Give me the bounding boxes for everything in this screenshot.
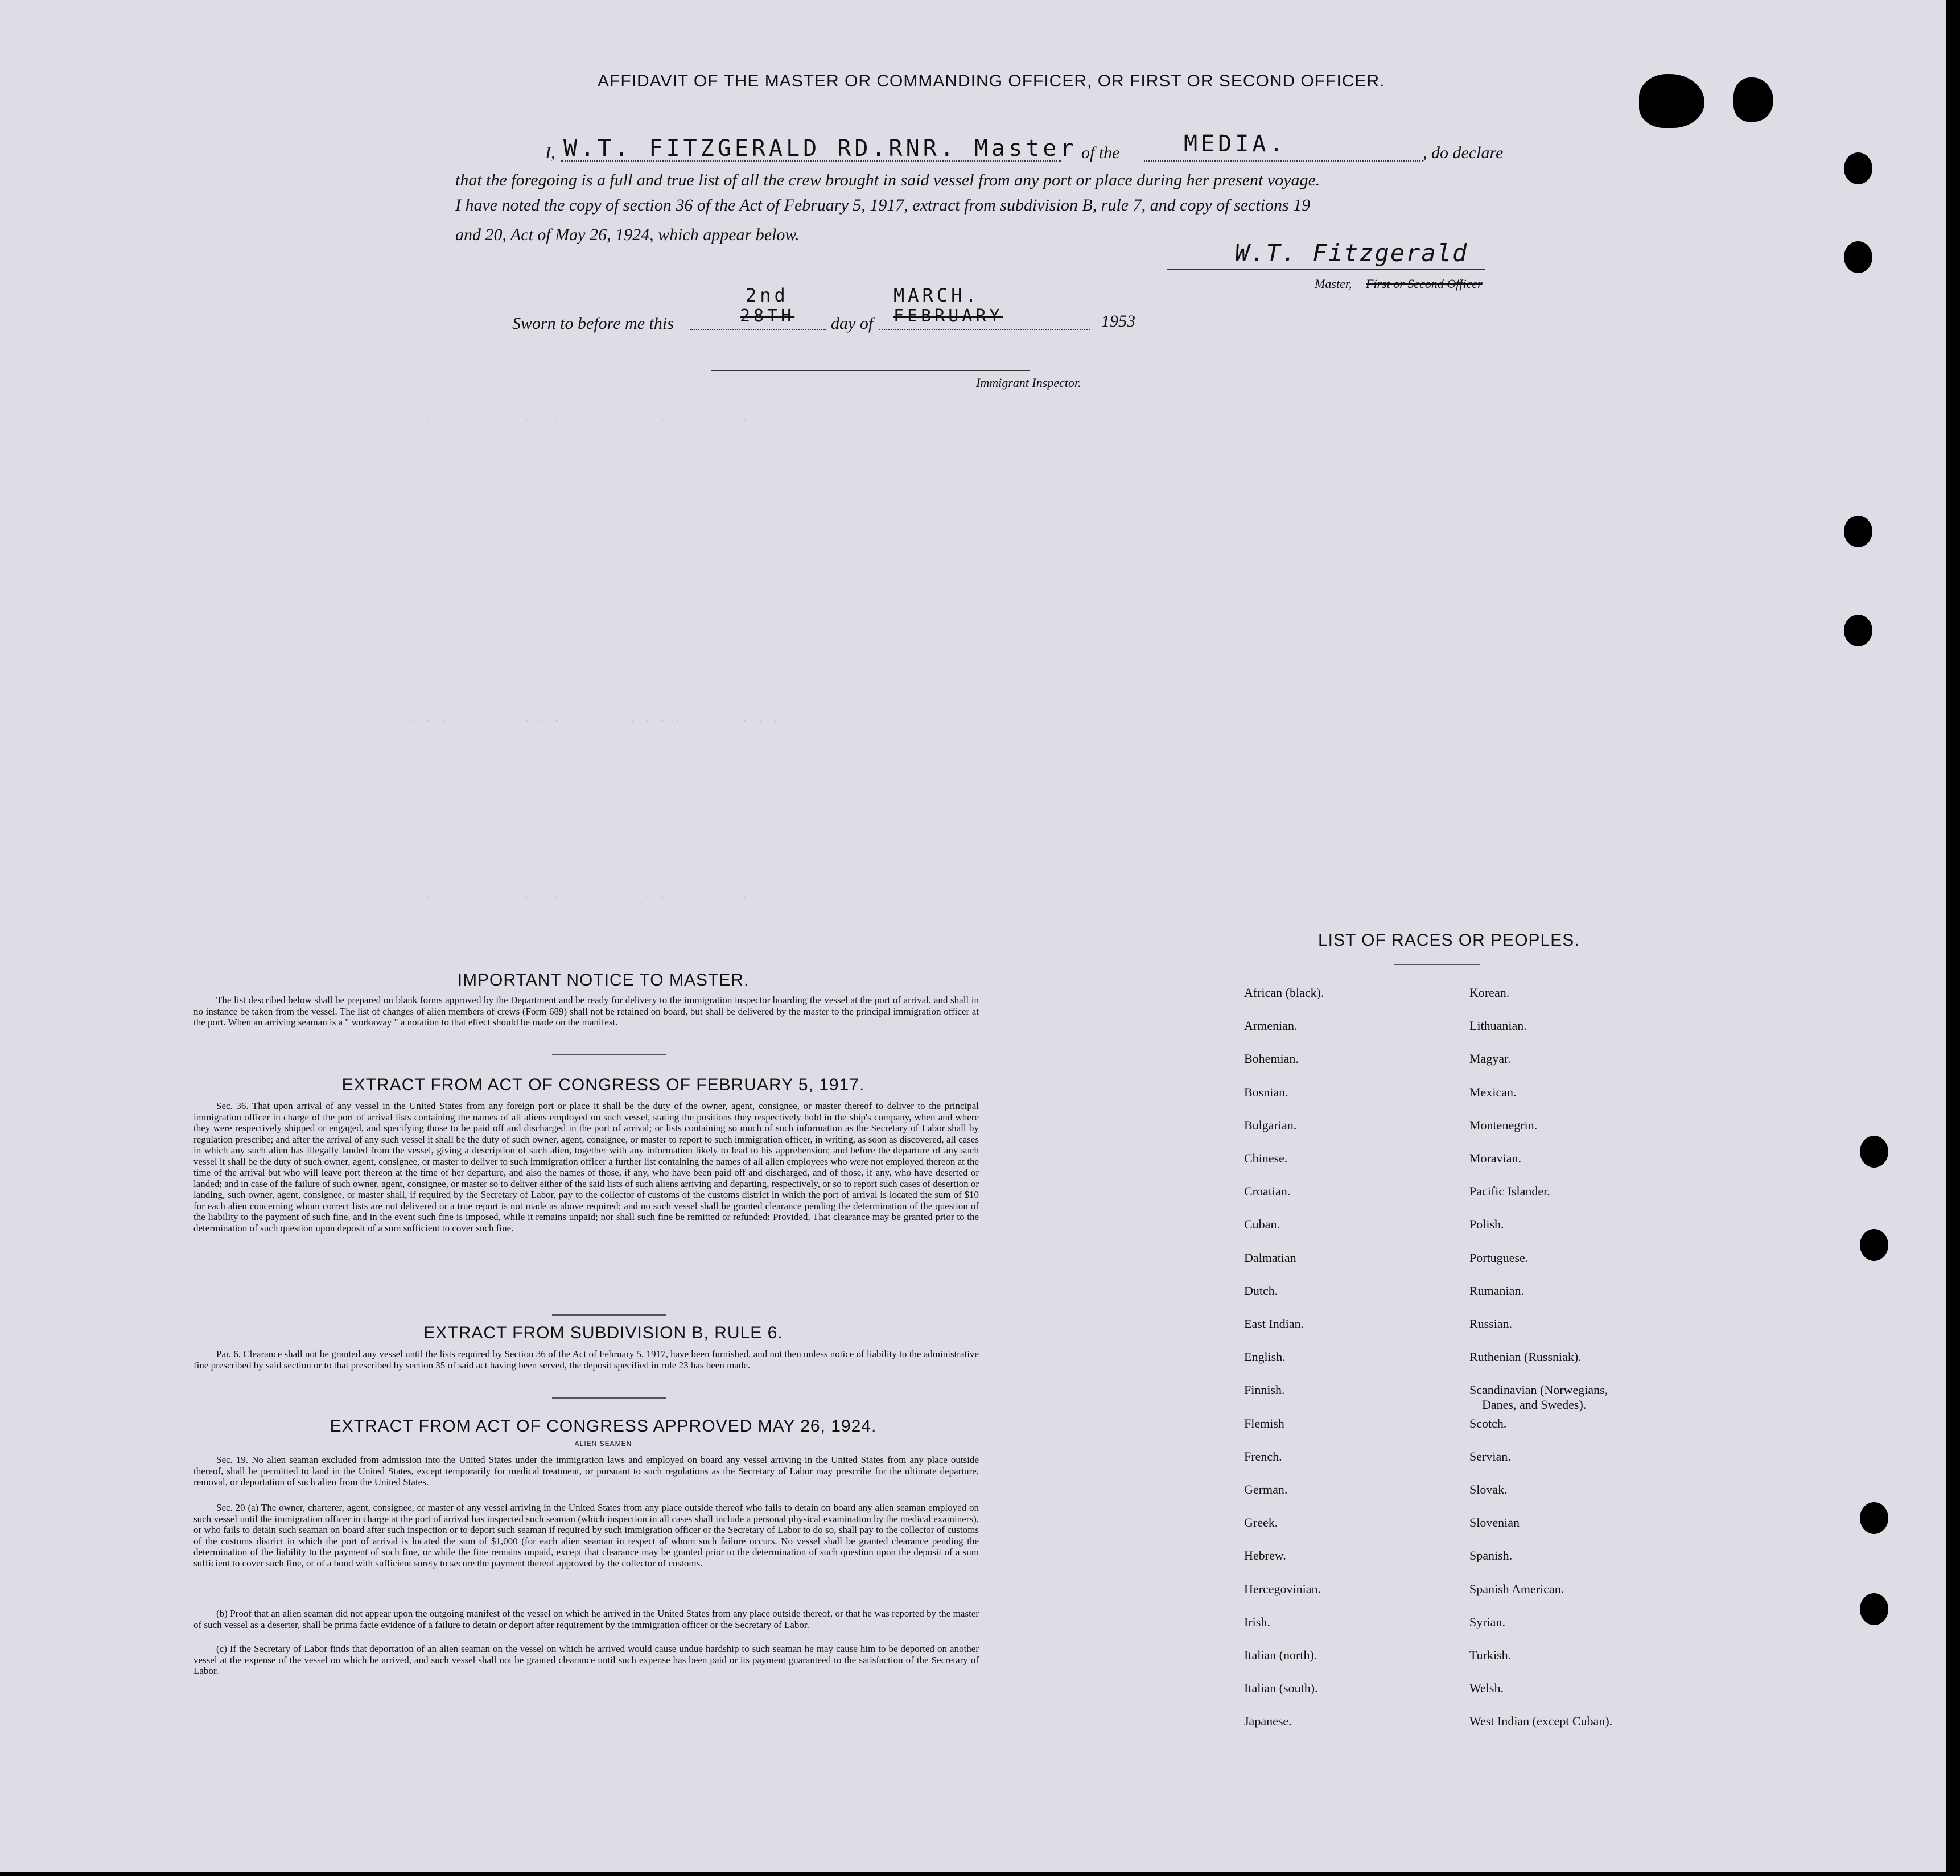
section-rule (552, 1397, 666, 1399)
vessel-line (1144, 160, 1423, 162)
inspector-title: Immigrant Inspector. (976, 376, 1081, 390)
affidavit-line-2: that the foregoing is a full and true list of all the crew brought in said vessel from any port or place during her present voyage. (455, 171, 1320, 189)
signatory-title: Master, (1315, 277, 1352, 291)
extract-1924-sec19: Sec. 19. No alien seaman excluded from admission into the United States under the immigration laws and employed on board any vessel arriving in the United States from any place outside thereof, shall be permitted to land in the United States, except temporarily for medical treatment, or pursuant to such regulations as the Secretary of Labor may prescribe for the ultimate departure, removal, or deportation of such alien from the United States. (193, 1454, 979, 1487)
race-item-left: Greek. (1244, 1515, 1278, 1530)
punch-hole (1844, 516, 1872, 547)
punch-hole (1860, 1136, 1888, 1168)
race-item-left: Italian (north). (1244, 1648, 1317, 1662)
notice-title: IMPORTANT NOTICE TO MASTER. (457, 971, 750, 989)
race-item-left: German. (1244, 1482, 1288, 1496)
race-item-left: Croatian. (1244, 1184, 1291, 1199)
race-item-left: Flemish (1244, 1416, 1284, 1430)
race-item-right: Spanish. (1469, 1548, 1513, 1563)
sworn-prefix: Sworn to before me this (512, 314, 674, 333)
race-item-left: Japanese. (1244, 1714, 1292, 1729)
ink-blot (1639, 74, 1704, 128)
punch-hole (1844, 152, 1872, 184)
race-item-right: Syrian. (1469, 1614, 1505, 1629)
race-item-left: Dutch. (1244, 1283, 1278, 1298)
race-item-left: Cuban. (1244, 1217, 1280, 1232)
race-item-right: Ruthenian (Russniak). (1469, 1350, 1582, 1364)
declarant-name: W.T. FITZGERALD RD.RNR. Master (563, 135, 1077, 162)
race-item-left: Hercegovinian. (1244, 1581, 1321, 1596)
punch-hole (1860, 1502, 1888, 1534)
race-item-right: Servian. (1469, 1449, 1511, 1463)
ink-blot (1733, 77, 1773, 122)
declarant-prefix: I, (545, 143, 555, 162)
notice-text: The list described below shall be prepared on blank forms approved by the Department and be ready for delivery to the immigration inspector boarding the vessel at the port of arrival, and shall in no instance be taken from the vessel. The list of changes of alien members of crews (Form 689) shall not be retained on board, but shall be delivered by the master to the principal immigration officer at the port. When an arriving seaman is a " workaway " a notation to that effect should be made on the manifest. (193, 995, 979, 1028)
race-item-right: Rumanian. (1469, 1283, 1524, 1298)
race-item-left: African (black). (1244, 986, 1324, 1000)
bleed-through: . . . . . . . . . . . . . (410, 711, 780, 725)
do-declare-label: , do declare (1423, 143, 1504, 162)
race-item-right: Polish. (1469, 1217, 1504, 1232)
sworn-day-struck: 28TH (740, 306, 795, 326)
race-item-right: Korean. (1469, 986, 1510, 1000)
race-item-right: Slovenian (1469, 1515, 1520, 1530)
punch-hole (1844, 241, 1872, 273)
extract-1924-title: EXTRACT FROM ACT OF CONGRESS APPROVED MAY 26, 1924. (330, 1417, 877, 1436)
race-item-left: Chinese. (1244, 1151, 1288, 1165)
month-line (879, 329, 1090, 330)
subdivision-b-text: Par. 6. Clearance shall not be granted any vessel until the lists required by Section 36 of the Act of February 5, 1917, have been furnished, and not then unless notice of liability to the administrative fine prescribed by said section or to that prescribed by section 35 of said act having been served, the deposit specified in rule 23 has been made. (193, 1349, 979, 1371)
race-item-left: Bohemian. (1244, 1052, 1299, 1066)
race-item-left: Irish. (1244, 1614, 1270, 1629)
race-item-left: Bosnian. (1244, 1085, 1288, 1099)
race-item-left: Bulgarian. (1244, 1118, 1297, 1132)
race-item-right: Spanish American. (1469, 1581, 1564, 1596)
vessel-name: MEDIA. (1184, 131, 1287, 157)
race-item-right: Pacific Islander. (1469, 1184, 1550, 1199)
race-item-left: Dalmatian (1244, 1250, 1296, 1265)
punch-hole (1860, 1593, 1888, 1625)
race-item-right: Scandinavian (Norwegians, Danes, and Swedes). (1469, 1383, 1608, 1412)
race-item-right: Moravian. (1469, 1151, 1522, 1165)
race-item-right: Lithuanian. (1469, 1019, 1527, 1033)
scan-border (1946, 0, 1960, 1876)
punch-hole (1844, 615, 1872, 646)
race-item-right: Slovak. (1469, 1482, 1508, 1496)
race-item-right: Montenegrin. (1469, 1118, 1538, 1132)
sworn-day: 2nd (746, 285, 789, 306)
bleed-through: . . . . . . . . . . . . . (410, 410, 780, 424)
race-item-left: Hebrew. (1244, 1548, 1286, 1563)
races-rule (1394, 964, 1480, 965)
section-rule (552, 1314, 666, 1316)
subdivision-b-title: EXTRACT FROM SUBDIVISION B, RULE 6. (423, 1323, 783, 1342)
extract-1917-title: EXTRACT FROM ACT OF CONGRESS OF FEBRUARY 5, 1917. (341, 1075, 865, 1094)
section-rule (552, 1054, 666, 1055)
day-of-label: day of (831, 314, 874, 333)
race-item-left: French. (1244, 1449, 1282, 1463)
races-title: LIST OF RACES OR PEOPLES. (1318, 931, 1580, 950)
master-signature: W.T. Fitzgerald (1235, 239, 1468, 267)
race-item-right: Portuguese. (1469, 1250, 1529, 1265)
affidavit-line-4: and 20, Act of May 26, 1924, which appear below. (455, 225, 800, 244)
affidavit-heading: AFFIDAVIT OF THE MASTER OR COMMANDING OFFICER, OR FIRST OR SECOND OFFICER. (598, 72, 1385, 90)
extract-1924-sec20b: (b) Proof that an alien seaman did not appear upon the outgoing manifest of the vessel on which he arrived in the United States from any place outside thereof, or that he was reported by the master of such vessel as a deserter, shall be prima facie evidence of a failure to detain or deport after requirement by the immigration officer or the Secretary of Labor. (193, 1608, 979, 1630)
signatory-struck: First or Second Officer (1366, 277, 1483, 291)
extract-1917-text: Sec. 36. That upon arrival of any vessel in the United States from any foreign port or place it shall be the duty of the owner, agent, consignee, or master thereof to deliver to the principal immigration officer in charge of the port of arrival lists containing the names of all aliens employed on such vessel, stating the positions they respectively hold in the ship's company, when and where they were respectively shipped or engaged, and specifying those to be paid off and discharged in the port of arrival; or lists containing so much of such information as the Secretary of Labor shall by regulation prescribe; and after the arrival of any such vessel it shall be the duty of such owner, agent, consignee, or master to report to such immigration officer, in writing, as soon as discovered, all cases in which any such alien has illegally landed from the vessel, giving a description of such alien, together with any information likely to lead to his apprehension; and before the departure of any such vessel it shall be the duty of such owner, agent, consignee, or master to deliver to such immigration officer a further list containing the names of all alien employees who were not employed thereon at the time of the arrival but who will leave port thereon at the time of her departure, and also the names of those, if any, who have been paid off and discharged, and of those, if any, who have deserted or landed; and in case of the failure of such owner, agent, consignee, or master so to deliver either of the said lists of such aliens arriving and departing, respectively, or so to report such cases of desertion or landing, such owner, agent, consignee, or master shall, if required by the Secretary of Labor, pay to the collector of customs of the customs district in which the port of arrival is located the sum of $10 for each alien concerning whom correct lists are not delivered or a true report is not made as above required; and no such vessel shall be granted clearance pending the determination of the question of the liability to the payment of such fine, and in the event such fine is imposed, while it remains unpaid; nor shall such fine be remitted or refunded: Provided, That clearance may be granted prior to the determination of such question upon deposit of a sum sufficient to cover such fine. (193, 1100, 979, 1234)
of-the-label: of the (1081, 143, 1120, 162)
race-item-right: Magyar. (1469, 1052, 1511, 1066)
inspector-line (711, 370, 1030, 371)
affidavit-line-3: I have noted the copy of section 36 of the Act of February 5, 1917, extract from subdivision B, rule 7, and copy of sections 19 (455, 196, 1311, 215)
race-item-right: Scotch. (1469, 1416, 1507, 1430)
race-item-left: Finnish. (1244, 1383, 1285, 1397)
bleed-through: . . . . . . . . . . . . . (410, 888, 780, 902)
sworn-year: 1953 (1101, 312, 1135, 331)
race-item-right: Welsh. (1469, 1681, 1504, 1696)
extract-1924-sec20c: (c) If the Secretary of Labor finds that deportation of an alien seaman on the vessel on which he arrived would cause undue hardship to such seaman he may cause him to be deported on another vessel at the expense of the vessel on which he arrived, and such vessel shall not be granted clearance until such expense has been paid or its payment guaranteed to the satisfaction of the Secretary of Labor. (193, 1643, 979, 1676)
extract-1924-sec20a: Sec. 20 (a) The owner, charterer, agent, consignee, or master of any vessel arriving in the United States from any place outside thereof who fails to detain on board any alien seaman employed on such vessel until the immigration officer in charge at the port of arrival has inspected such seaman (which inspection in all cases shall include a personal physical examination by the medical examiners), or who fails to detain such seaman on board after such inspection or to deport such seaman if required by such immigration officer or the Secretary of Labor to do so, shall pay to the collector of customs of the customs district in which the port of arrival is located the sum of $1,000 (for each alien seaman in respect of whom such failure occurs. No vessel shall be granted clearance pending the determination of the liability to the payment of such fine, or while the fine remains unpaid, except that clearance may be granted prior to the determination of such question upon the deposit of a sum sufficient to cover such fine, or of a bond with sufficient surety to secure the payment thereof approved by the collector of customs. (193, 1502, 979, 1569)
race-item-right: Mexican. (1469, 1085, 1517, 1099)
race-item-left: East Indian. (1244, 1317, 1304, 1331)
race-item-left: Italian (south). (1244, 1681, 1318, 1696)
race-item-left: English. (1244, 1350, 1286, 1364)
punch-hole (1860, 1229, 1888, 1261)
sworn-month: MARCH. (893, 285, 980, 306)
extract-1924-subtitle: ALIEN SEAMEN (574, 1440, 632, 1448)
race-item-right: Russian. (1469, 1317, 1513, 1331)
signature-line (1167, 269, 1485, 270)
sworn-month-struck: FEBRUARY (893, 306, 1003, 326)
race-item-right: Turkish. (1469, 1648, 1512, 1662)
race-item-right: West Indian (except Cuban). (1469, 1714, 1613, 1729)
declarant-line (561, 160, 1061, 162)
race-item-left: Armenian. (1244, 1019, 1298, 1033)
day-line (690, 329, 826, 330)
